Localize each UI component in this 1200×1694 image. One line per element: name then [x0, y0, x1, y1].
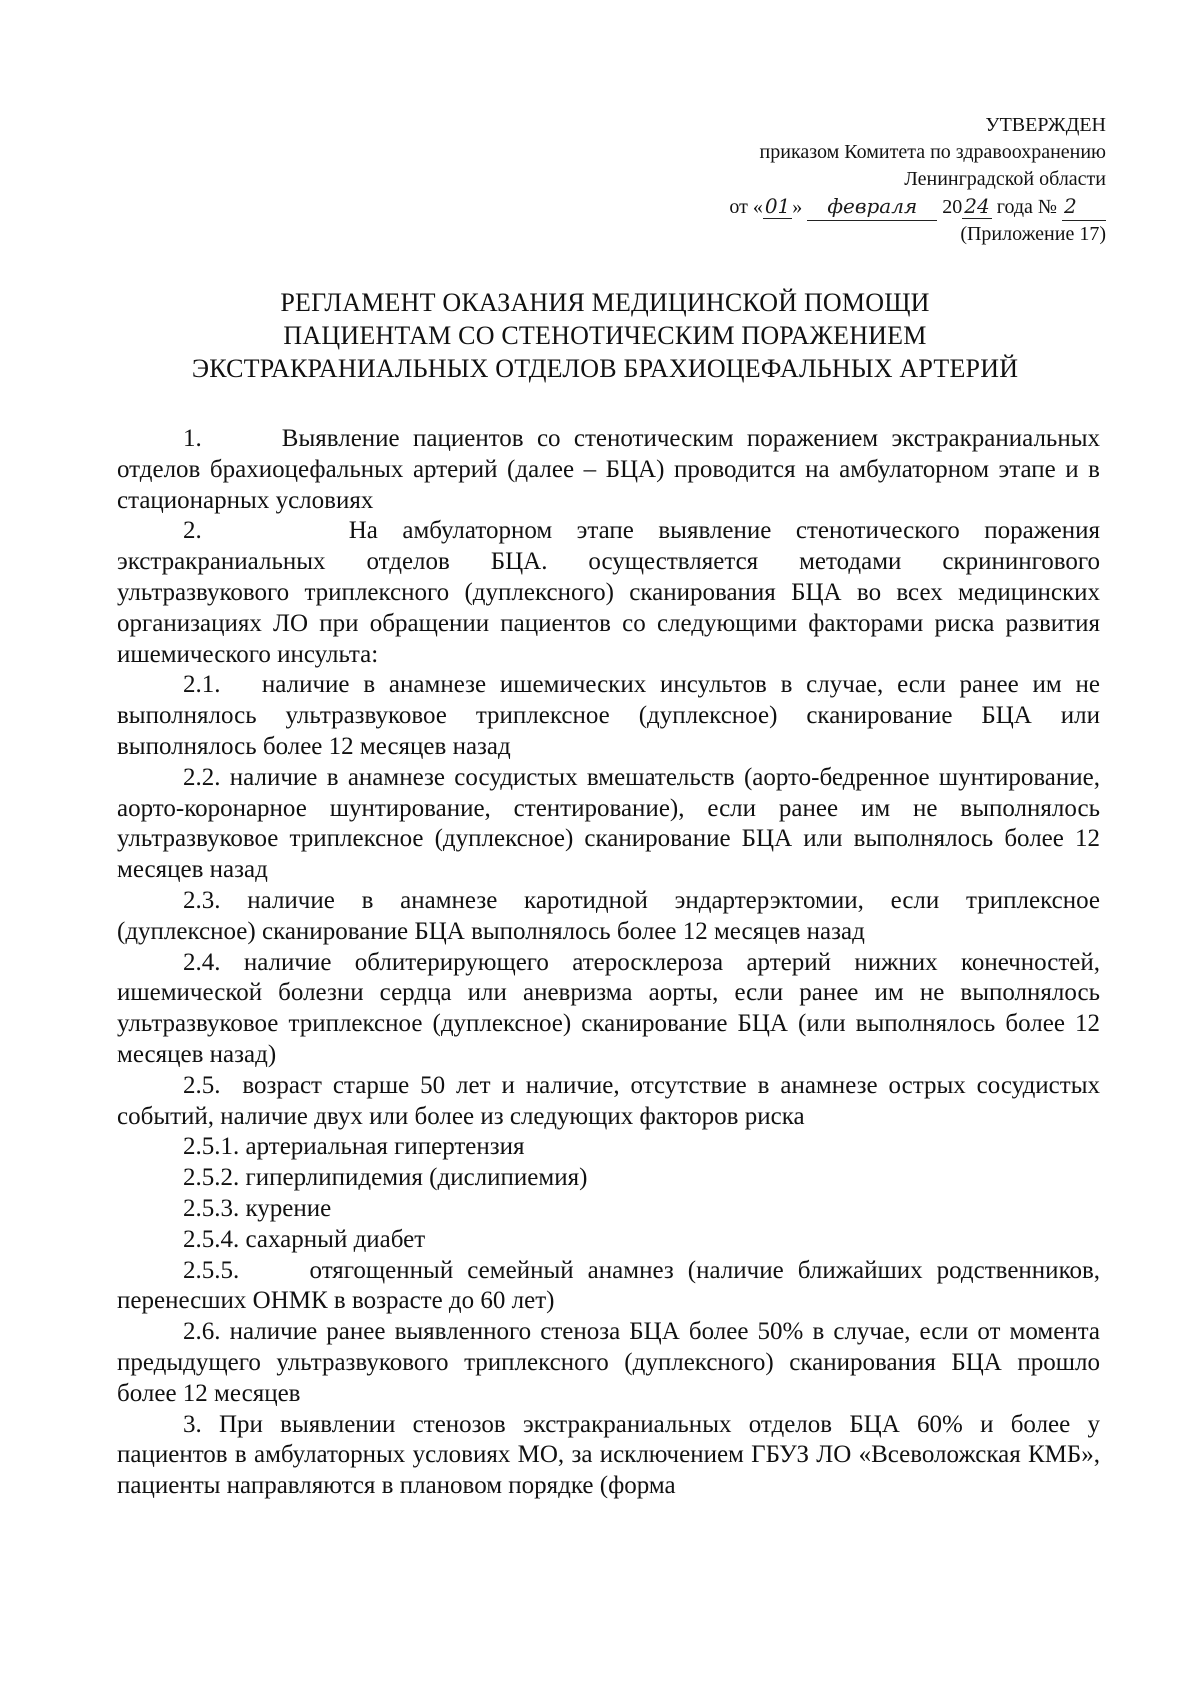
document-body	[117, 424, 1100, 1502]
paragraph-2-5-2: 2.5.2. гиперлипидемия (дислипиемия)	[183, 1164, 588, 1192]
paragraph-2-5-5: 2.5.5. отягощенный семейный анамнез (наличие ближайших родственников, перенесших ОНМК в возрасте до 60 лет)	[117, 1256, 1100, 1315]
approval-heading: УТВЕРЖДЕН	[985, 114, 1106, 136]
paragraph-1: 1. Выявление пациентов со стенотическим поражением экстракраниальных отделов брахиоцефальных артерий (далее – БЦА) проводится на амбулаторном этапе и в стационарных условиях	[117, 425, 1100, 514]
date-mid: »	[792, 196, 803, 218]
approval-region-line: Ленинградской области	[904, 168, 1106, 190]
approval-block	[729, 112, 1106, 248]
paragraph-2-5-3: 2.5.3. курение	[183, 1194, 332, 1222]
date-prefix: от «	[729, 196, 763, 218]
title-line-2: ПАЦИЕНТАМ СО СТЕНОТИЧЕСКИМ ПОРАЖЕНИЕМ	[283, 321, 927, 350]
title-line-3: ЭКСТРАКРАНИАЛЬНЫХ ОТДЕЛОВ БРАХИОЦЕФАЛЬНЫХ АРТЕРИЙ	[191, 354, 1019, 383]
paragraph-2-4: 2.4. наличие облитерирующего атеросклероза артерий нижних конечностей, ишемической болезни сердца или аневризма аорты, если ранее им не выполнялось ультразвуковое триплексное (дуплексное) сканирование БЦА (или выполнялось более 12 месяцев назад)	[117, 948, 1100, 1068]
title-line-1: РЕГЛАМЕНТ ОКАЗАНИЯ МЕДИЦИНСКОЙ ПОМОЩИ	[280, 288, 930, 317]
paragraph-2-3: 2.3. наличие в анамнезе каротидной эндартерэктомии, если триплексное (дуплексное) сканирование БЦА выполнялось более 12 месяцев назад	[117, 886, 1100, 945]
handwritten-day: 01	[764, 194, 791, 218]
handwritten-month: февраля	[807, 193, 937, 221]
date-year-word: года №	[996, 196, 1057, 218]
document-title	[110, 286, 1100, 385]
paragraph-3: 3. При выявлении стенозов экстракраниальных отделов БЦА 60% и более у пациентов в амбулаторных условиях МО, за исключением ГБУЗ ЛО «Всеволожская КМБ», пациенты направляются в плановом порядке (форма	[117, 1410, 1100, 1500]
paragraph-2-1: 2.1. наличие в анамнезе ишемических инсультов в случае, если ранее им не выполнялось ультразвуковое триплексное (дуплексное) сканирование БЦА или выполнялось более 12 месяцев назад	[117, 671, 1100, 760]
date-year-prefix: 20	[942, 196, 963, 218]
paragraph-2-5: 2.5. возраст старше 50 лет и наличие, отсутствие в анамнезе острых сосудистых событий, наличие двух или более из следующих факторов риска	[117, 1071, 1100, 1130]
paragraph-2-6: 2.6. наличие ранее выявленного стеноза БЦА более 50% в случае, если от момента предыдущего ультразвукового триплексного (дуплексного) сканирования БЦА прошло более 12 месяцев	[117, 1318, 1100, 1407]
approval-date-line	[729, 193, 1106, 221]
appendix-label: (Приложение 17)	[960, 223, 1106, 245]
approval-order-line: приказом Комитета по здравоохранению	[759, 141, 1106, 163]
paragraph-2: 2. На амбулаторном этапе выявление стенотического поражения экстракраниальных отделов БЦА. осуществляется методами скринингового ультразвукового триплексного (дуплексного) сканирования БЦА во всех медицинских организациях ЛО при обращении пациентов со следующими факторами риска развития ишемического инсульта:	[117, 517, 1100, 668]
paragraph-2-5-4: 2.5.4. сахарный диабет	[183, 1225, 426, 1253]
paragraph-2-5-1: 2.5.1. артериальная гипертензия	[183, 1133, 525, 1161]
paragraph-2-2: 2.2. наличие в анамнезе сосудистых вмешательств (аорто-бедренное шунтирование, аорто-коронарное шунтирование, стентирование), если ранее им не выполнялось ультразвуковое триплексное (дуплексное) сканирование БЦА или выполнялось более 12 месяцев назад	[117, 763, 1100, 884]
handwritten-year: 24	[964, 194, 990, 218]
handwritten-order-number: 2	[1062, 193, 1106, 221]
